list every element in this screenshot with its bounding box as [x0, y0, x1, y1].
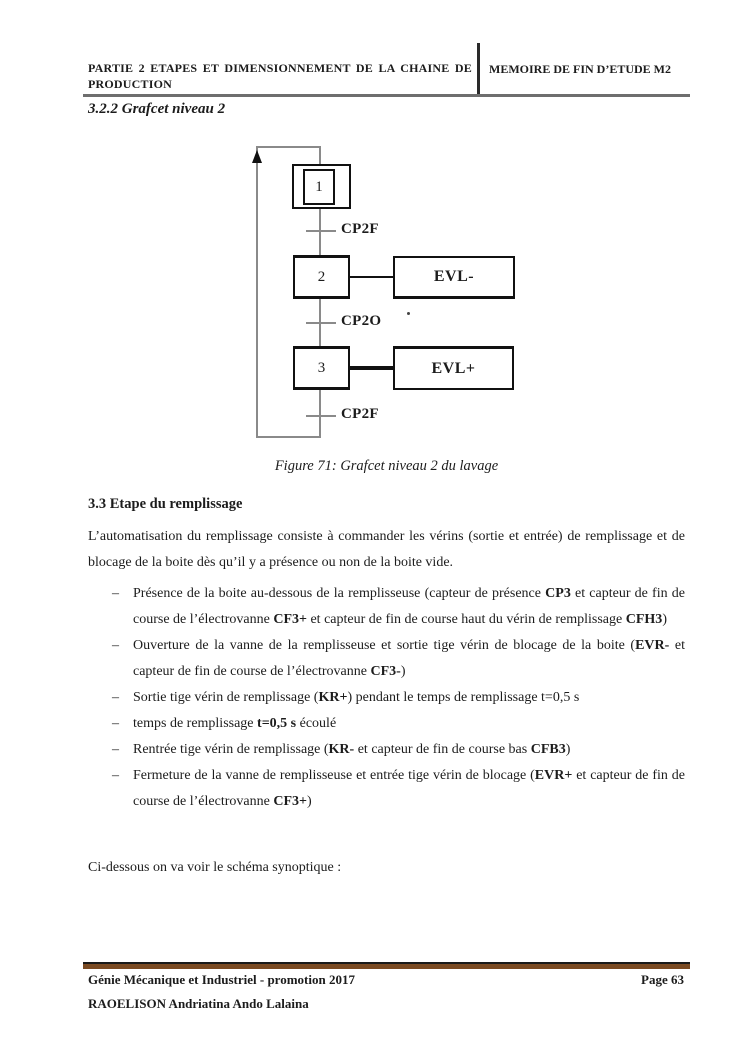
- bullet-list: [88, 581, 685, 815]
- step-2-box: [293, 255, 350, 299]
- footer-author-text: RAOELISON Andriatina Ando Lalaina: [88, 996, 309, 1011]
- intro-paragraph: L’automatisation du remplissage consiste à commander les vérins (sortie et entrée) de remplissage et de blocage de la boite dès qu’il y a présence ou non de la boite vide.: [88, 529, 685, 570]
- list-item-text: Ouverture de la vanne de la remplisseuse et sortie tige vérin de blocage de la boite (EVR- et capteur de fin de course de l’électrovanne CF3-): [133, 638, 685, 679]
- header-left-title: PARTIE 2 ETAPES ET DIMENSIONNEMENT DE LA CHAINE DE PRODUCTION: [88, 61, 472, 91]
- section-heading-33: 3.3 Etape du remplissage: [88, 496, 243, 512]
- list-item: [88, 763, 685, 815]
- grafcet-diagram: [250, 140, 540, 445]
- list-item: [88, 711, 685, 737]
- header-rule: [83, 94, 690, 97]
- action-box-evl-plus: [393, 346, 514, 390]
- list-item-text: Fermeture de la vanne de remplisseuse et entrée tige vérin de blocage (EVR+ et capteur de fin de course de l’électrovanne CF3+): [133, 768, 685, 809]
- step-1-box: [303, 169, 335, 205]
- action-label-evl-plus: EVL+: [431, 359, 476, 377]
- bullet-dash: –: [112, 768, 119, 783]
- bullet-dash: –: [112, 586, 119, 601]
- transition-label-1: CP2F: [341, 221, 379, 237]
- list-item: [88, 581, 685, 633]
- action-label-evl-minus: EVL-: [433, 268, 475, 285]
- list-item: [88, 737, 685, 763]
- loop-line-bottom: [256, 436, 321, 438]
- list-item: [88, 633, 685, 685]
- bullet-dash: –: [112, 690, 119, 705]
- step-2-label: 2: [317, 268, 326, 285]
- loop-line-left: [256, 146, 258, 438]
- action-box-evl-minus: [393, 256, 515, 299]
- footer-rule: [83, 962, 690, 969]
- outro-paragraph: Ci-dessous on va voir le schéma synoptique :: [88, 860, 342, 875]
- action-link-3: [350, 366, 393, 370]
- transition-tick-3: [306, 415, 336, 417]
- step-1-label: 1: [315, 178, 323, 195]
- action-link-2: [350, 276, 393, 278]
- axis-segment-4: [319, 390, 321, 438]
- transition-label-3: CP2F: [341, 406, 379, 422]
- bullet-dash: –: [112, 742, 119, 757]
- section-heading-322: 3.2.2 Grafcet niveau 2: [88, 101, 226, 117]
- list-item-text: temps de remplissage t=0,5 s écoulé: [133, 716, 337, 731]
- transition-tick-1: [306, 230, 336, 232]
- header-divider: [477, 43, 480, 95]
- axis-segment-2: [319, 209, 321, 255]
- footer-page-number: Page 63: [641, 972, 684, 987]
- bullet-dash: –: [112, 716, 119, 731]
- scan-artifact-dot: [407, 312, 410, 315]
- transition-label-2: CP2O: [341, 313, 382, 329]
- step-3-box: [293, 346, 350, 390]
- loop-line-top: [256, 146, 321, 148]
- step-3-label: 3: [317, 359, 326, 376]
- transition-tick-2: [306, 322, 336, 324]
- list-item-text: Rentrée tige vérin de remplissage (KR- et capteur de fin de course bas CFB3): [133, 742, 571, 757]
- list-item-text: Présence de la boite au-dessous de la remplisseuse (capteur de présence CP3 et capteur de fin de course de l’électrovanne CF3+ et capteur de fin de course haut du vérin de remplissage CFH3): [133, 586, 686, 627]
- list-item-text: Sortie tige vérin de remplissage (KR+) pendant le temps de remplissage t=0,5 s: [133, 690, 580, 705]
- bullet-dash: –: [112, 638, 119, 653]
- loop-arrow-up-icon: [252, 150, 262, 163]
- figure-caption: Figure 71: Grafcet niveau 2 du lavage: [274, 458, 499, 474]
- header-right-title: MEMOIRE DE FIN D’ETUDE M2: [489, 62, 671, 76]
- footer-program-text: Génie Mécanique et Industriel - promotion 2017: [88, 972, 355, 987]
- list-item: [88, 685, 685, 711]
